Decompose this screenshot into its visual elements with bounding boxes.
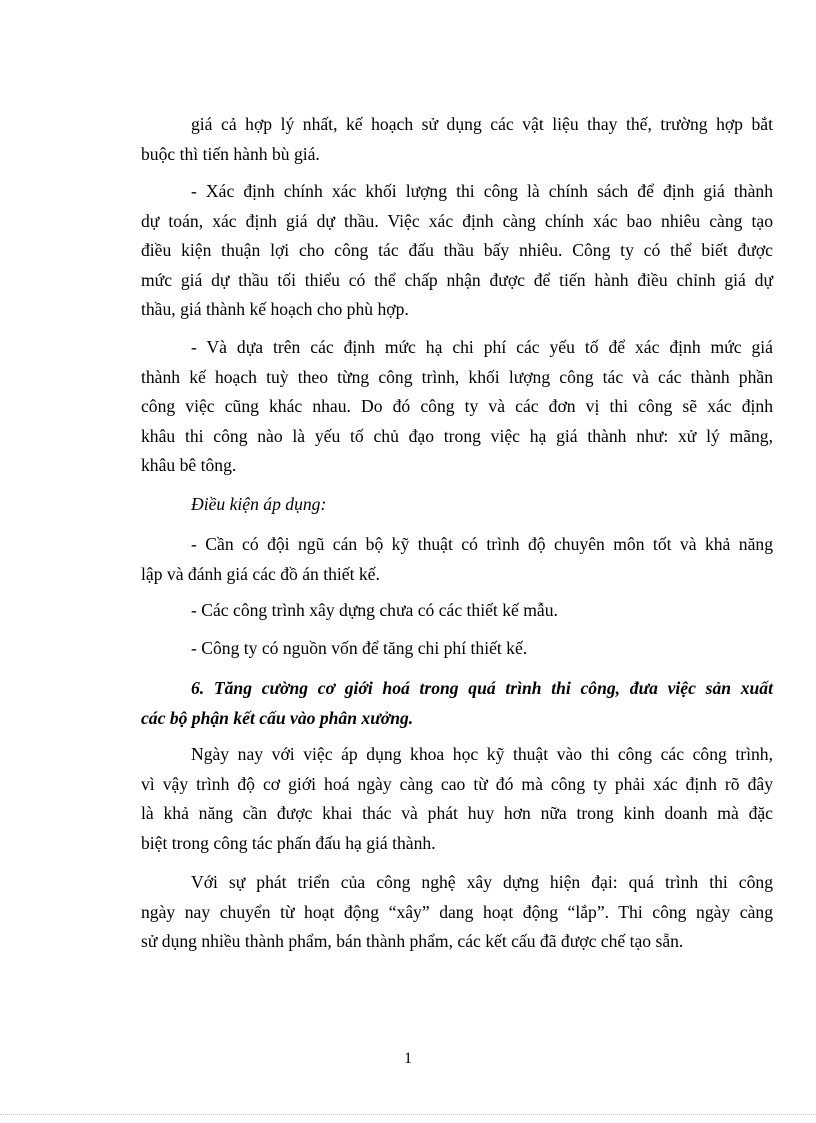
section-heading-6 [141,674,773,733]
paragraph-condition-projects [141,596,773,626]
paragraph-condition-capital [141,634,773,664]
heading-line: 6. Tăng cường cơ giới hoá trong quá trình thi công, đưa việc sản xuất [191,678,773,698]
page-number: 1 [404,1050,412,1067]
paragraph-based-on-norms [141,333,773,481]
conditions-subheading: Điều kiện áp dụng: [191,494,327,514]
paragraph-price-reasonable [141,110,773,169]
text-line: mức giá dự thầu tối thiểu có thể chấp nhận được để tiến hành điều chỉnh giá dự [141,269,773,290]
text-line: - Và dựa trên các định mức hạ chi phí các yếu tố để xác định mức giá [191,337,773,357]
text-line: - Xác định chính xác khối lượng thi công là chính sách để định giá thành [191,181,773,201]
text-line: khâu thi công nào là yếu tố chủ đạo trong việc hạ giá thành như: xử lý mãng, [141,425,773,446]
text-line: ngày nay chuyển từ hoạt động “xây” dang hoạt động “lắp”. Thi công ngày càng [141,901,773,922]
text-line: là khả năng cần được khai thác và phát huy hơn nữa trong kinh doanh mà đặc [141,803,773,823]
text-line: biệt trong công tác phấn đấu hạ giá thành. [141,832,436,853]
text-line: giá cả hợp lý nhất, kế hoạch sử dụng các vật liệu thay thế, trường hợp bắt [191,114,773,134]
text-line: khâu bê tông. [141,455,237,475]
text-line: buộc thì tiến hành bù giá. [141,143,320,164]
paragraph-determine-volume [141,177,773,325]
paragraph-condition-staff [141,530,773,589]
text-line: công việc cũng khác nhau. Do đó công ty và các đơn vị thi công sẽ xác định [141,396,773,416]
text-line: - Công ty có nguồn vốn để tăng chi phí thiết kế. [191,638,528,658]
paragraph-nowadays [141,740,773,858]
page-bottom-divider [0,1114,816,1115]
text-line: lập và đánh giá các đồ án thiết kế. [141,563,380,584]
text-line: Ngày nay với việc áp dụng khoa học kỹ thuật vào thi công các công trình, [191,744,773,764]
text-line: dự toán, xác định giá dự thầu. Việc xác định càng chính xác bao nhiêu càng tạo [141,210,773,231]
heading-line: các bộ phận kết cấu vào phân xưởng. [141,707,414,728]
text-line: - Các công trình xây dựng chưa có các thiết kế mẫu. [191,600,558,620]
paragraph-technology-development [141,868,773,957]
text-line: - Cần có đội ngũ cán bộ kỹ thuật có trình độ chuyên môn tốt và khả năng [191,534,773,554]
paragraph-conditions-heading [141,490,773,520]
text-line: điều kiện thuận lợi cho công tác đấu thầu bấy nhiêu. Công ty có thể biết được [141,240,773,260]
text-line: thành kế hoạch tuỳ theo từng công trình, khối lượng công tác và các thành phần [141,366,773,387]
text-line: vì vậy trình độ cơ giới hoá ngày càng cao từ đó mà công ty phải xác định rõ đây [141,773,773,794]
text-line: sử dụng nhiều thành phẩm, bán thành phẩm, các kết cấu đã được chế tạo sẵn. [141,931,684,951]
text-line: Với sự phát triển của công nghệ xây dựng hiện đại: quá trình thi công [191,872,773,892]
text-line: thầu, giá thành kế hoạch cho phù hợp. [141,299,409,319]
